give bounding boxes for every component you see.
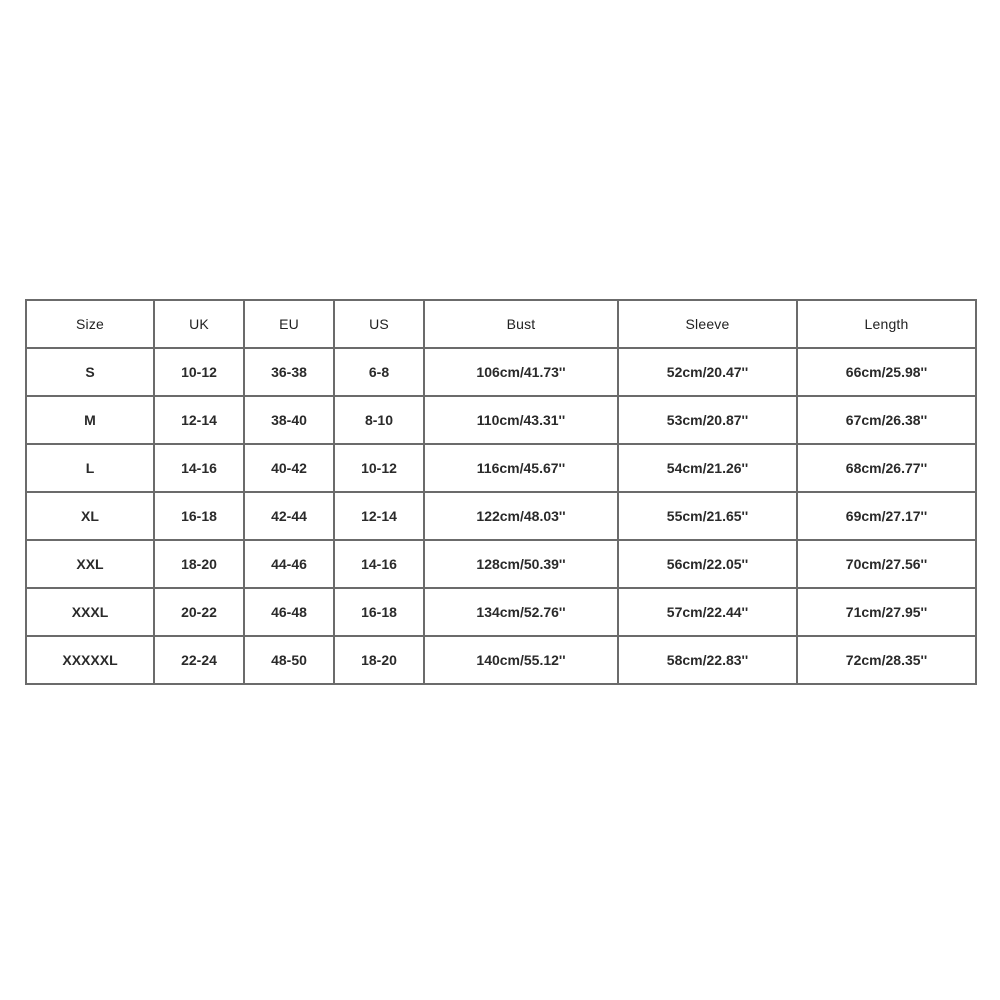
cell-sleeve: 52cm/20.47'' (618, 348, 797, 396)
cell-sleeve: 53cm/20.87'' (618, 396, 797, 444)
cell-length: 66cm/25.98'' (797, 348, 976, 396)
cell-bust: 128cm/50.39'' (424, 540, 618, 588)
cell-sleeve: 55cm/21.65'' (618, 492, 797, 540)
cell-sleeve: 54cm/21.26'' (618, 444, 797, 492)
cell-sleeve: 58cm/22.83'' (618, 636, 797, 684)
header-uk: UK (154, 300, 244, 348)
cell-bust: 106cm/41.73'' (424, 348, 618, 396)
header-length: Length (797, 300, 976, 348)
cell-bust: 122cm/48.03'' (424, 492, 618, 540)
cell-uk: 10-12 (154, 348, 244, 396)
cell-length: 70cm/27.56'' (797, 540, 976, 588)
cell-length: 69cm/27.17'' (797, 492, 976, 540)
header-row (26, 300, 976, 348)
cell-eu: 42-44 (244, 492, 334, 540)
cell-length: 68cm/26.77'' (797, 444, 976, 492)
header-eu: EU (244, 300, 334, 348)
size-chart-table (25, 299, 977, 685)
cell-uk: 20-22 (154, 588, 244, 636)
cell-eu: 40-42 (244, 444, 334, 492)
cell-sleeve: 57cm/22.44'' (618, 588, 797, 636)
cell-uk: 22-24 (154, 636, 244, 684)
table-row (26, 540, 976, 588)
cell-length: 67cm/26.38'' (797, 396, 976, 444)
cell-uk: 18-20 (154, 540, 244, 588)
table-row (26, 636, 976, 684)
cell-size: XL (26, 492, 154, 540)
header-size: Size (26, 300, 154, 348)
cell-bust: 134cm/52.76'' (424, 588, 618, 636)
cell-uk: 16-18 (154, 492, 244, 540)
table-row (26, 348, 976, 396)
cell-us: 6-8 (334, 348, 424, 396)
cell-bust: 140cm/55.12'' (424, 636, 618, 684)
cell-us: 16-18 (334, 588, 424, 636)
table-row (26, 444, 976, 492)
cell-us: 14-16 (334, 540, 424, 588)
cell-length: 72cm/28.35'' (797, 636, 976, 684)
cell-eu: 38-40 (244, 396, 334, 444)
table-row (26, 492, 976, 540)
header-us: US (334, 300, 424, 348)
cell-us: 8-10 (334, 396, 424, 444)
table-header (26, 300, 976, 348)
cell-uk: 12-14 (154, 396, 244, 444)
cell-eu: 48-50 (244, 636, 334, 684)
cell-eu: 46-48 (244, 588, 334, 636)
cell-sleeve: 56cm/22.05'' (618, 540, 797, 588)
cell-length: 71cm/27.95'' (797, 588, 976, 636)
cell-eu: 44-46 (244, 540, 334, 588)
cell-size: XXXL (26, 588, 154, 636)
header-bust: Bust (424, 300, 618, 348)
cell-us: 10-12 (334, 444, 424, 492)
cell-us: 12-14 (334, 492, 424, 540)
cell-size: XXXXXL (26, 636, 154, 684)
cell-us: 18-20 (334, 636, 424, 684)
header-sleeve: Sleeve (618, 300, 797, 348)
cell-uk: 14-16 (154, 444, 244, 492)
cell-eu: 36-38 (244, 348, 334, 396)
table-row (26, 396, 976, 444)
cell-size: M (26, 396, 154, 444)
table-row (26, 588, 976, 636)
cell-bust: 110cm/43.31'' (424, 396, 618, 444)
cell-bust: 116cm/45.67'' (424, 444, 618, 492)
cell-size: L (26, 444, 154, 492)
cell-size: XXL (26, 540, 154, 588)
cell-size: S (26, 348, 154, 396)
table-body (26, 348, 976, 684)
